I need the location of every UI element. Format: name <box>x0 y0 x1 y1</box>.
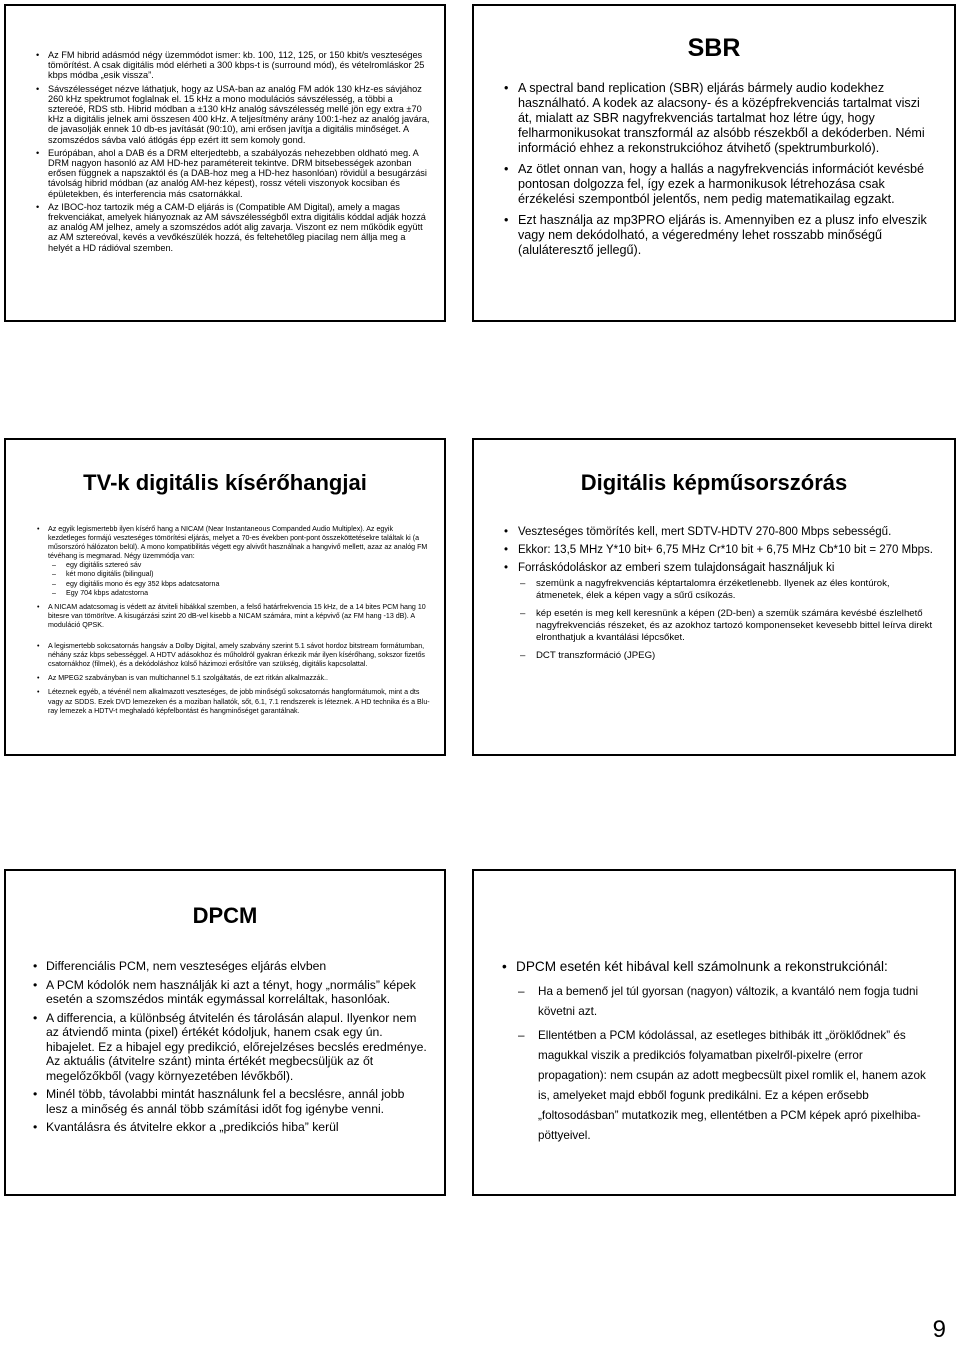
slide-title: TV-k digitális kísérőhangjai <box>83 470 367 495</box>
sub-list-item: – Egy 704 kbps adatcstorna <box>66 589 432 598</box>
slide-tv-audio <box>4 438 446 756</box>
sub-list <box>516 982 934 1146</box>
slide-dpcm <box>4 869 446 1196</box>
list-item: • Forráskódoláskor az emberi szem tulajdonságait használjuk ki <box>518 561 934 576</box>
slide-1-bullets <box>6 6 444 253</box>
list-item: • DPCM esetén két hibával kell számolnunk a rekonstrukciónál: <box>516 957 934 976</box>
list-item: • Sávszélességet nézve láthatjuk, hogy az USA-ban az analóg FM adók 130 kHz-es sávjához 260 kHz spektrumot foglalnak el. 15 kHz a mono modulációs sávszélesség, a többi a sztereóé, RDS stb. Hibrid módban a ±130 kHz analóg sávszélesség mellé jön egy extra ±70 kHz a digitális jelnek ami összesen 400 kHz. A teljesítmény arány 100:1-hez az analóg javára, de javasolják ennek 10 db-es javítását (90:10), ami erősen javítja a digitális minőséget. A szomszédos sávba való átlógás épp ezért itt sem komoly gond. <box>48 84 432 145</box>
slide-title: Digitális képműsorszórás <box>580 470 848 495</box>
sub-list <box>518 578 934 662</box>
list-item: • Az IBOC-hoz tartozik még a CAM-D eljárás is (Compatible AM Digital), amely a magas frekvenciákat, amelyek hiányoznak az AM sávszélességből extra digitális kóddal adják hozzá az analóg AM jelhez, amely a szomszédos adót alig zavarja. Viszont ez nem működik együtt az AM sztereóval, kevés a vevőkészülék hozzá, és feltehetőleg piacilag nem állja meg a helyét a HD rádióval szemben. <box>48 202 432 253</box>
list-item: • Ezt használja az mp3PRO eljárás is. Amennyiben ez a plusz info elveszik vagy nem dekódolható, a végeredmény lehet rosszabb minőségű (aluláteresztő jellegű). <box>518 213 932 258</box>
sub-list-item: – Ellentétben a PCM kódolással, az esetleges bithibák itt „öröklődnek” és magukkal viszik a predikciós folyamatban pixelről-pixelre (error propagation): nem csupán az adott megbecsült pixel romlik el, hanem azok is, amelyeket majd ebből fogunk predikálni. Ez a képen erősebb „foltosodásban” mutatkozik meg, ellentétben a PCM képek apró pixelhiba-pöttyeivel. <box>538 1026 934 1146</box>
list-item: • Ekkor: 13,5 MHz Y*10 bit+ 6,75 MHz Cr*10 bit + 6,75 MHz Cb*10 bit = 270 Mbps. <box>518 543 934 558</box>
sub-list-item: – Ha a bemenő jel túl gyorsan (nagyon) változik, a kvantáló nem fogja tudni követni azt. <box>538 982 934 1022</box>
list-item: • A spectral band replication (SBR) eljárás bármely audio kodekhez használható. A kodek az alacsony- és a középfrekvenciás tartalmat viszi át, mialatt az SBR nagyfrekvenciás tartalmat hoz létre úgy, hogy felharmonikusokat transzformál az alsóbb részekből a dekóderben. Némi információ ehhez a rekonstrukcióhoz átvihető (spektrumburkoló). <box>518 81 932 156</box>
slide-3-bullets <box>6 496 444 716</box>
sub-list-item: – két mono digitális (bilingual) <box>66 570 432 579</box>
list-item: • Veszteséges tömörítés kell, mert SDTV-HDTV 270-800 Mbps sebességű. <box>518 525 934 540</box>
slide-2-bullets <box>474 63 954 258</box>
list-item: • Kvantálásra és átvitelre ekkor a „predikciós hiba” kerül <box>46 1120 428 1135</box>
sub-list-item: – szemünk a nagyfrekvenciás képtartalomra érzéketlenebb. Ilyenek az éles kontúrok, átmenetek, élek a képen vagy a sűrű csíkozás. <box>536 578 934 602</box>
list-item: • A PCM kódolók nem használják ki azt a tényt, hogy „normális” képek esetén a szomszédos minták egymással korreláltak, hasonlóak. <box>46 978 428 1007</box>
list-item: • A differencia, a különbség átvitelén és tárolásán alapul. Ilyenkor nem az átviendő minta (pixel) értékét kódoljuk, hanem csak egy ún. hibajelet. Ez a hibajel egy predikció, előrejelzéses becslés eredménye. Az aktuális (átvitelre szánt) minta értékét megbecsüljük az őt megelőzőkből (vagy környezetében lévőkből). <box>46 1011 428 1084</box>
sub-list-item: – egy digitális mono és egy 352 kbps adatcsatorna <box>66 580 432 589</box>
sub-list-item: – egy digitális sztereó sáv <box>66 561 432 570</box>
list-item: • Az ötlet onnan van, hogy a hallás a nagyfrekvenciás információt kevésbé pontosan dolgozza fel, így ezek a harmonikusok létrehozása csak érzékelési szempontból jelentős, nem pedig matematikailag egzakt. <box>518 162 932 207</box>
sub-list-item: – kép esetén is meg kell keresnünk a képen (2D-ben) a szemük számára kevésbé észlelhető nagyfrekvenciás részeket, és az azokhoz tartozó komponenseket kevesebb bittel leírva direkt elronthatjuk a kvantálási lépcsőket. <box>536 608 934 644</box>
list-item: • Minél több, távolabbi mintát használunk fel a becslésre, annál jobb lesz a minőség és annál több számítási időt fog igénybe venni. <box>46 1087 428 1116</box>
slide-digital-video <box>472 438 956 756</box>
list-item: • Az FM hibrid adásmód négy üzemmódot ismer: kb. 100, 112, 125, or 150 kbit/s veszteséges tömörítést. A csak digitális mód elérheti a 300 kbps-t is (surround mód), és vételromláskor 25 kbps módba „esik vissza”. <box>48 50 432 81</box>
list-item: • Az egyik legismertebb ilyen kísérő hang a NICAM (Near Instantaneous Companded Audio Multiplex). Az egyik kezdetleges formájú veszteséges tömörítési eljárás, melyet a 70-es években pont-pont összeköttetésekre találtak ki (a műsorszóró hálózaton belül). A mono kompatibilitás végett egy alvivőt használnak a hangvivő mellett, azaz az analóg FM tévéhang is megmarad. Négy üzemmódja van: <box>48 525 432 561</box>
slide-dpcm-errors <box>472 869 956 1196</box>
slide-title: DPCM <box>192 903 258 928</box>
slide-title: SBR <box>687 34 741 62</box>
slide-6-bullets <box>474 871 954 1146</box>
list-item: • Differenciális PCM, nem veszteséges eljárás elvben <box>46 959 428 974</box>
list-item: • Európában, ahol a DAB és a DRM elterjedtebb, a szabályozás nehezebben oldható meg. A DRM nagyon hasonló az AM HD-hez paramétereit tekintve. DRM bitsebességek azonban erősen függnek a napszaktól és (a DAB-hoz meg a HD-hez hasonlóan) rövidül a besugárzási távolság hibrid módban (az analóg AM-hez képest), rossz vételi viszonyok kocsiban és épületekben, és interferencia más csatornákkal. <box>48 148 432 199</box>
slide-4-bullets <box>474 496 954 662</box>
slide-5-bullets <box>6 929 444 1135</box>
slide-sbr <box>472 4 956 322</box>
list-item: • Az MPEG2 szabványban is van multichannel 5.1 szolgáltatás, de ezt ritkán alkalmazzák.. <box>48 674 432 683</box>
sub-list-container <box>516 982 934 1146</box>
list-item: • Léteznek egyéb, a tévénél nem alkalmazott veszteséges, de jobb minőségű sokcsatornás hangformátumok, mint a dts vagy az SDDS. Ezek DVD lemezeken és a moziban hallatók, sőt, 6.1, 7.1 rendszerek is léteznek. A HD technika és a Blu-ray lemezek a HDTV-t meghaladó képfelbontást és hangminőséget garantálnak. <box>48 688 432 715</box>
slide-fm-hybrid <box>4 4 446 322</box>
sub-list <box>48 561 432 597</box>
list-item: • A NICAM adatcsomag is védett az átviteli hibákkal szemben, a felső határfrekvencia 15 kHz, de a 14 bites PCM hang 10 bitesre van tömörítve. A kisugárzási szint 20 dB-vel kisebb a NICAM számára, mint a képvivő (az FM hang -13 dB). A moduláció QPSK. <box>48 603 432 630</box>
sub-list-item: – DCT transzformáció (JPEG) <box>536 650 934 662</box>
list-item: • A legismertebb sokcsatornás hangsáv a Dolby Digital, amely szabvány szerint 5.1 sávot hordoz bitstream formátumban, néhány száz kbps sebességgel. A HDTV adásokhoz és műholdról gyakran érkezik már ilyen kísérőhang, sokszor fizetős csatornákhoz (filmek), és a dekódoláshoz külső házimozi erősítőre van szükség, digitális kapcsolattal. <box>48 642 432 669</box>
sub-list-container <box>48 561 432 597</box>
sub-list-container <box>518 578 934 662</box>
page-number: 9 <box>932 1316 946 1343</box>
